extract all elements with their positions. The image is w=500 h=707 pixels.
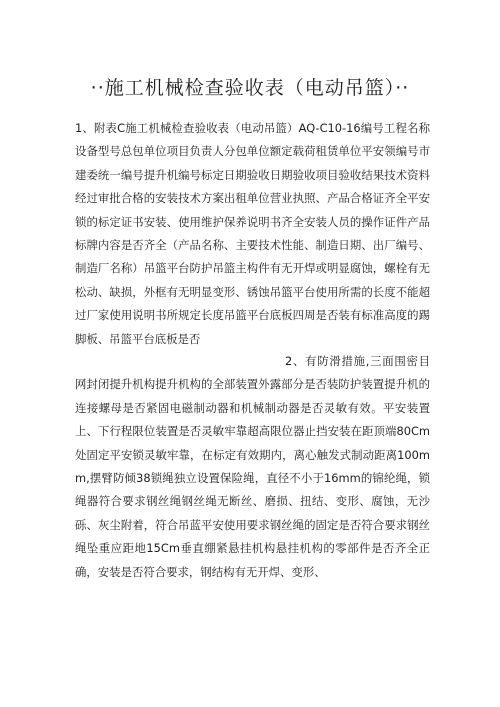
paragraph-2: 2、有防滑措施,三面围密目网封闭提升机构提升机构的全部装置外露部分是否装防护装置提升机的连接螺母是否紧固电磁制动器和机械制动器是否灵敏有效。平安装置上、下行程限位装置是否灵敏牢靠超高限位器止挡安装在距顶端80Cm处固定平安锁灵敏牢靠，在标定有效期内，离心触发式制动距离100mm,摆臂防倾38锁绳独立设置保险绳，直径不小于16mm的锦纶绳，锁绳器符合要求钢丝绳钢丝绳无断丝、磨损、扭结、变形、腐蚀，无沙砾、灰尘附着，符合吊蓝平安使用要求钢丝绳的固定是否符合要求钢丝绳坠重应距地15Cm垂直绷紧悬挂机构悬挂机构的零部件是否齐全正确，安装是否符合要求，钢结构有无开焊、变形、 [75, 354, 430, 579]
document-title: ··施工机械检查验收表（电动吊篮）·· [90, 77, 410, 99]
paragraph-1: 1、附表C施工机械检查验收表（电动吊篮）AQ-C10-16编号工程名称设备型号总包单位项目负责人分包单位额定载荷租赁单位平安领编号市建委统一编号提升机编号标定日期验收日期验收项目验收结果技术资料经过审批合格的安装技术方案出租单位营业执照、产品合格证齐全平安锁的标定证书安装、使用维护保养说明书齐全安装人员的操作证件产品标牌内容是否齐全（产品名称、主要技术性能、制造日期、出厂编号、制造厂名称）吊篮平台防护吊篮主构件有无开焊或明显腐蚀，螺栓有无松动、缺损，外框有无明显变形、锈蚀吊篮平台使用所需的长度不能超过厂家使用说明书所规定长度吊篮平台底板四周是否装有标准高度的踢脚板、吊篮平台底板是否 [75, 121, 430, 346]
